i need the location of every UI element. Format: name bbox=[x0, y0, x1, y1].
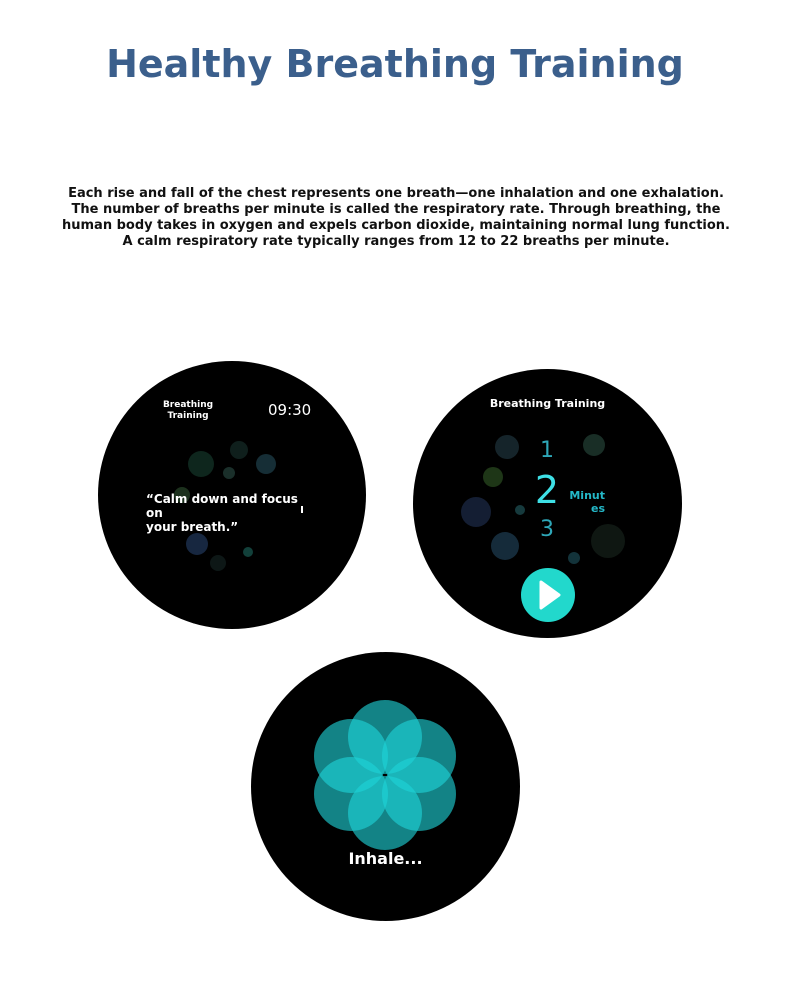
start-button[interactable] bbox=[521, 568, 575, 622]
bokeh-dot bbox=[491, 532, 519, 560]
bokeh-dot bbox=[568, 552, 580, 564]
bokeh-dot bbox=[186, 533, 208, 555]
bokeh-dot bbox=[483, 467, 503, 487]
bokeh-dot bbox=[583, 434, 605, 456]
scroll-indicator bbox=[301, 506, 303, 513]
bokeh-dot bbox=[515, 505, 525, 515]
picker-option-prev[interactable]: 1 bbox=[540, 438, 554, 463]
bokeh-dot bbox=[230, 441, 248, 459]
play-icon bbox=[521, 568, 575, 622]
app-title: Breathing Training bbox=[162, 400, 214, 421]
picker-option-next[interactable]: 3 bbox=[540, 517, 554, 542]
clock-time: 09:30 bbox=[268, 401, 312, 419]
bokeh-dot bbox=[243, 547, 253, 557]
app-title: Breathing Training bbox=[489, 397, 606, 410]
page-title: Healthy Breathing Training bbox=[106, 42, 684, 86]
watch-screen-duration bbox=[413, 369, 682, 638]
breathing-status-label: Inhale... bbox=[348, 849, 423, 868]
bokeh-dot bbox=[591, 524, 625, 558]
watch-screen-intro bbox=[98, 361, 366, 629]
bokeh-dot bbox=[256, 454, 276, 474]
breathing-flower-animation bbox=[251, 652, 520, 921]
picker-option-selected[interactable]: 2 bbox=[534, 468, 560, 512]
duration-unit-label: Minut es bbox=[569, 489, 605, 515]
bokeh-dot bbox=[210, 555, 226, 571]
bokeh-dot bbox=[461, 497, 491, 527]
bokeh-dot bbox=[188, 451, 214, 477]
flower-petal bbox=[314, 719, 388, 793]
bokeh-dot bbox=[223, 467, 235, 479]
quote-text: “Calm down and focus on your breath.” bbox=[146, 492, 298, 534]
bokeh-dot bbox=[495, 435, 519, 459]
watch-screen-inhale bbox=[251, 652, 520, 921]
page-description: Each rise and fall of the chest represents one breath—one inhalation and one exhalation. The number of breaths per minute is called the respiratory rate. Through breathing, the human body takes in oxygen and expels carbon dioxide, maintaining normal lung function. A calm respiratory rate typically ranges from 12 to 22 breaths per minute. bbox=[61, 186, 730, 249]
